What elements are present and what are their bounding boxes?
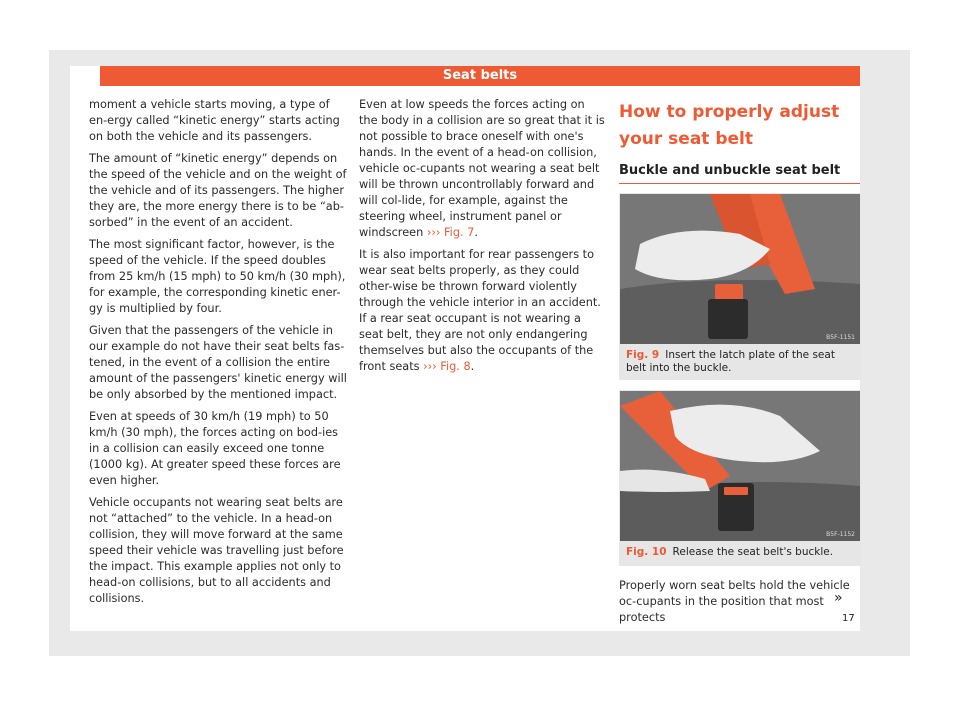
paragraph-text: Even at low speeds the forces acting on the body in a collision are so great that it is not possible to brace oneself with one's hands. In the event of a head-on collision, vehicle oc-cupants not wearing a seat belt will be thrown uncontrollably forward and will col-lide, for example, against the steering wheel, instrument panel or windscreen (359, 98, 605, 239)
figure-label: Fig. 9 (626, 349, 660, 361)
seat-belt-release-illustration (620, 391, 860, 541)
figure-9 (619, 193, 861, 380)
continued-marker: » (834, 590, 843, 606)
seat-belt-illustration (620, 194, 860, 344)
figure-caption-text: Insert the latch plate of the seat belt into the buckle. (626, 349, 835, 374)
text-column-2 (359, 97, 605, 381)
paragraph: Given that the passengers of the vehicle in our example do not have their seat belts fas-tened, in the event of a collision the entire amount of the passengers' kinetic energy will be only absorbed by the mentioned impact. (89, 324, 347, 401)
figure-caption (626, 546, 854, 559)
paragraph-end: . (474, 226, 478, 239)
figure-caption-text: Release the seat belt's buckle. (672, 546, 834, 558)
text-column-1 (89, 97, 347, 613)
paragraph-end: . (470, 360, 475, 373)
paragraph: Properly worn seat belts hold the vehicle oc-cupants in the position that most protects (619, 579, 850, 624)
buckle-release-illustration (620, 391, 860, 541)
paragraph (359, 247, 605, 375)
figure-10 (619, 390, 861, 566)
paragraph (359, 97, 605, 241)
subsection-title: Buckle and unbuckle seat belt (619, 162, 860, 184)
paragraph: Even at speeds of 30 km/h (19 mph) to 50 km/h (30 mph), the forces acting on bod-ies in a collision can easily exceed one tonne (1000 kg). At greater speed these forces are even higher. (89, 410, 341, 487)
section-title: How to properly adjust your seat belt (619, 102, 840, 149)
figure-code: B5F-1151 (826, 334, 855, 341)
figure-caption (626, 349, 854, 375)
paragraph: The amount of “kinetic energy” depends on the speed of the vehicle and on the weight of the vehicle and of its passengers. The higher they are, the more energy there is to be “ab-sorbed” in the event of an accident. (89, 152, 347, 229)
paragraph: moment a vehicle starts moving, a type of en-ergy called “kinetic energy” starts acting on both the vehicle and its passengers. (89, 98, 340, 143)
figure-label: Fig. 10 (626, 546, 667, 558)
figure-reference-link[interactable]: ››› Fig. 7 (426, 226, 475, 239)
paragraph: The most significant factor, however, is the speed of the vehicle. If the speed doubles from 25 km/h (15 mph) to 50 km/h (30 mph), for example, the corresponding kinetic ener-gy is multiplied by four. (89, 238, 346, 315)
figure-code: B5F-1152 (826, 531, 855, 538)
paragraph: Vehicle occupants not wearing seat belts are not “attached” to the vehicle. In a head-on collision, they will move forward at the same speed their vehicle was travelling just before the impact. This example applies not only to head-on collisions, but to all accidents and collisions. (89, 496, 344, 605)
chapter-header: Seat belts (100, 66, 860, 86)
figure-reference-link[interactable]: ››› Fig. 8 (423, 360, 471, 373)
paragraph-text: It is also important for rear passengers to wear seat belts properly, as they could other-wise be thrown forward violently through the vehicle interior in an accident. If a rear seat occupant is not wearing a seat belt, they are not only endangering themselves but also the occupants of the front seats (359, 248, 601, 373)
buckle-insert-illustration (620, 194, 860, 344)
page-number: 17 (842, 613, 855, 624)
